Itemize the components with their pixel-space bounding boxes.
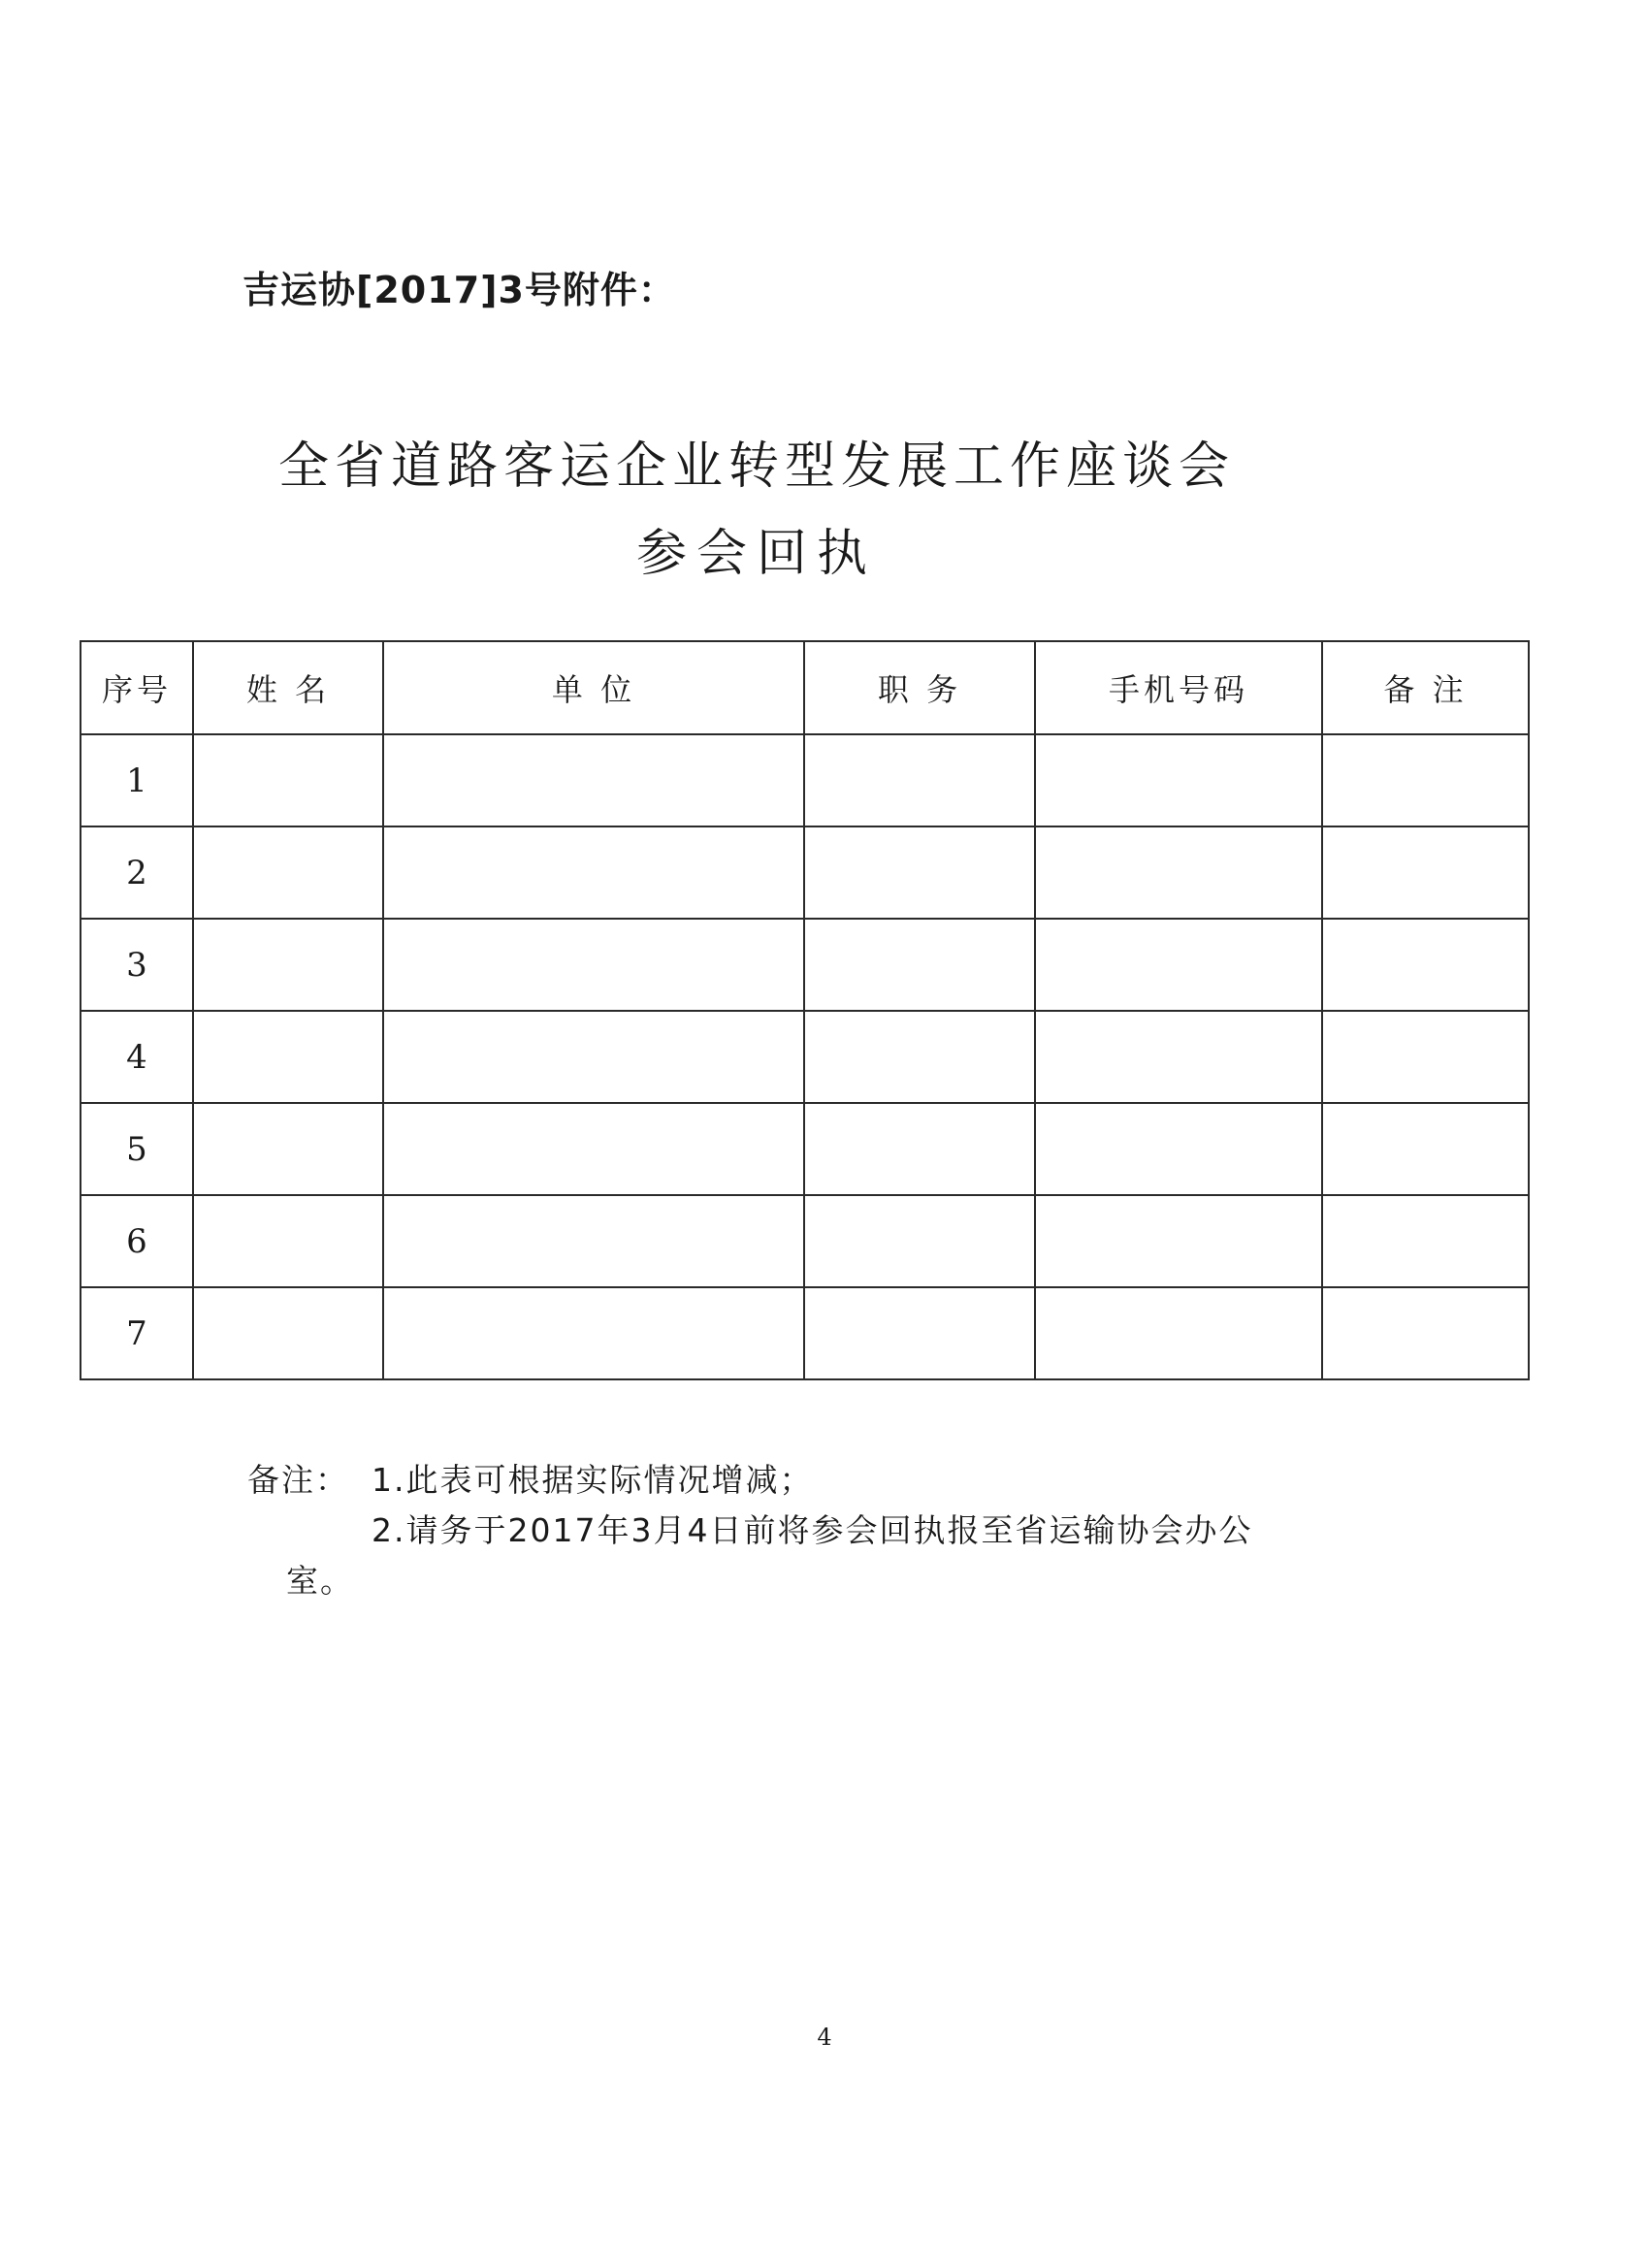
table-row [81, 1011, 1529, 1103]
cell-serial-number: 2 [81, 826, 193, 919]
cell-remark [1322, 1103, 1529, 1195]
table-row [81, 1287, 1529, 1379]
cell-serial-number: 7 [81, 1287, 193, 1379]
cell-phone [1035, 919, 1322, 1011]
cell-phone [1035, 1103, 1322, 1195]
cell-position [804, 1103, 1035, 1195]
cell-phone [1035, 1011, 1322, 1103]
cell-remark [1322, 919, 1529, 1011]
cell-position [804, 1195, 1035, 1287]
cell-position [804, 734, 1035, 826]
cell-serial-number: 6 [81, 1195, 193, 1287]
header-serial-number: 序号 [81, 641, 193, 734]
cell-position [804, 919, 1035, 1011]
cell-unit [383, 1103, 804, 1195]
table-header-row [81, 641, 1529, 734]
note-item-2-continued: 室。 [286, 1562, 354, 1600]
cell-unit [383, 919, 804, 1011]
note-item-2: 2.请务于2017年3月4日前将参会回执报至省运输协会办公 [372, 1511, 1253, 1549]
note-item-1: 1.此表可根据实际情况增减； [372, 1461, 814, 1499]
cell-unit [383, 1011, 804, 1103]
cell-remark [1322, 1011, 1529, 1103]
cell-unit [383, 1287, 804, 1379]
table-row [81, 919, 1529, 1011]
cell-name [193, 1011, 383, 1103]
table-row [81, 1103, 1529, 1195]
page-number: 4 [817, 2024, 832, 2051]
cell-unit [383, 734, 804, 826]
cell-remark [1322, 1287, 1529, 1379]
header-remark: 备 注 [1322, 641, 1529, 734]
notes-label: 备注： [247, 1461, 349, 1499]
attendance-receipt-table [80, 640, 1530, 1380]
cell-serial-number: 4 [81, 1011, 193, 1103]
cell-position [804, 826, 1035, 919]
cell-phone [1035, 1287, 1322, 1379]
notes-section [247, 1455, 1252, 1606]
page-subtitle: 参会回执 [635, 525, 877, 583]
cell-remark [1322, 1195, 1529, 1287]
cell-name [193, 1195, 383, 1287]
cell-remark [1322, 734, 1529, 826]
cell-unit [383, 826, 804, 919]
cell-name [193, 1287, 383, 1379]
page-title: 全省道路客运企业转型发展工作座谈会 [277, 437, 1235, 496]
document-reference: 吉运协[2017]3号附件： [242, 269, 676, 311]
cell-serial-number: 3 [81, 919, 193, 1011]
cell-phone [1035, 734, 1322, 826]
cell-unit [383, 1195, 804, 1287]
cell-phone [1035, 1195, 1322, 1287]
header-name: 姓 名 [193, 641, 383, 734]
cell-name [193, 919, 383, 1011]
cell-remark [1322, 826, 1529, 919]
table-row [81, 826, 1529, 919]
cell-serial-number: 1 [81, 734, 193, 826]
header-position: 职 务 [804, 641, 1035, 734]
cell-phone [1035, 826, 1322, 919]
cell-position [804, 1011, 1035, 1103]
header-phone: 手机号码 [1035, 641, 1322, 734]
table-row [81, 1195, 1529, 1287]
cell-name [193, 826, 383, 919]
cell-name [193, 1103, 383, 1195]
cell-serial-number: 5 [81, 1103, 193, 1195]
cell-position [804, 1287, 1035, 1379]
header-unit: 单 位 [383, 641, 804, 734]
cell-name [193, 734, 383, 826]
table-row [81, 734, 1529, 826]
